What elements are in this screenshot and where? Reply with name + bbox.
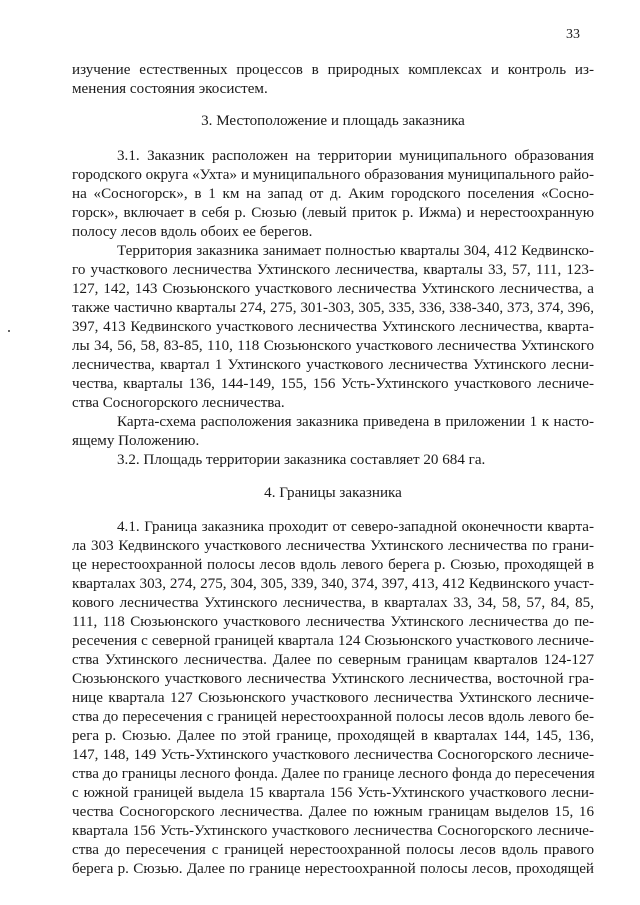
text-line: городского округа «Ухта» и муниципального образования муниципального райо- <box>72 167 594 183</box>
text-line: чества, кварталы 136, 144-149, 155, 156 Усть-Ухтинского участкового лесниче- <box>72 376 594 392</box>
section-heading: 4. Границы заказника <box>264 485 402 501</box>
text-line: также частично кварталы 274, 275, 301-303, 305, 335, 336, 338-340, 373, 374, 396, <box>72 300 594 316</box>
section-heading: 3. Местоположение и площадь заказника <box>201 113 465 129</box>
text-line: Сюзьюнского участкового лесничества Ухтинского лесничества, восточной гра- <box>72 671 594 687</box>
text-line: Карта-схема расположения заказника приведена в приложении 1 к насто- <box>117 414 594 430</box>
text-line: це нерестоохранной полосы лесов вдоль левого берега р. Сюзью, проходящей в <box>72 557 594 573</box>
text-line: ства до границы лесного фонда. Далее по границе лесного фонда до пересечения <box>72 766 595 782</box>
text-line: квартала 156 Усть-Ухтинского участкового лесничества Сосногорского лесниче- <box>72 823 594 839</box>
text-line: ства до пересечения с границей нерестоохранной полосы лесов вдоль правого <box>72 842 594 858</box>
text-line: ства до пересечения с границей нерестоохранной полосы лесов вдоль левого бе- <box>72 709 594 725</box>
text-line: 397, 413 Кедвинского участкового лесничества Ухтинского лесничества, кварта- <box>72 319 594 335</box>
text-line: ства Сосногорского лесничества. <box>72 395 285 411</box>
text-line: изучение естественных процессов в природных комплексах и контроль из- <box>72 62 594 78</box>
text-line: менения состояния экосистем. <box>72 81 268 97</box>
text-line: нице квартала 127 Сюзьюнского участкового лесничества Ухтинского лесниче- <box>72 690 594 706</box>
text-line: лы 34, 56, 58, 83-85, 110, 118 Сюзьюнского участкового лесничества Ухтинского <box>72 338 594 354</box>
text-line: ла 303 Кедвинского участкового лесничества Ухтинского лесничества по грани- <box>72 538 594 554</box>
text-line: ресечения с северной границей квартала 124 Сюзьюнского участкового лесниче- <box>72 633 594 649</box>
text-line: рега р. Сюзью. Далее по этой границе, проходящей в кварталах 144, 145, 136, <box>72 728 594 744</box>
text-line: 111, 118 Сюзьюнского участкового лесничества Ухтинского лесничества до пе- <box>72 614 594 630</box>
scan-mark <box>8 330 10 332</box>
text-line: с южной границей выдела 15 квартала 156 Усть-Ухтинского участкового лесни- <box>72 785 594 801</box>
text-line: берега р. Сюзью. Далее по границе нерестоохранной полосы лесов, проходящей <box>72 861 594 877</box>
text-line: 4.1. Граница заказника проходит от северо-западной оконечности кварта- <box>117 519 594 535</box>
text-line: лесничества, квартал 1 Ухтинского участкового лесничества Ухтинского лесни- <box>72 357 594 373</box>
text-line: 3.2. Площадь территории заказника составляет 20 684 га. <box>117 452 486 468</box>
text-line: кварталах 303, 274, 275, 304, 305, 339, 340, 374, 397, 413, 412 Кедвинского участ- <box>72 576 594 592</box>
text-line: 147, 148, 149 Усть-Ухтинского участкового лесничества Сосногорского лесниче- <box>72 747 594 763</box>
text-line: 127, 142, 143 Сюзьюнского участкового лесничества Ухтинского лесничества, а <box>72 281 594 297</box>
text-line: 3.1. Заказник расположен на территории муниципального образования <box>117 148 594 164</box>
text-line: Территория заказника занимает полностью кварталы 304, 412 Кедвинско- <box>117 243 594 259</box>
text-line: на «Сосногорск», в 1 км на запад от д. Аким городского поселения «Сосно- <box>72 186 594 202</box>
text-line: кового лесничества Ухтинского лесничества, в кварталах 33, 34, 58, 57, 84, 85, <box>72 595 594 611</box>
text-line: ящему Положению. <box>72 433 200 449</box>
text-line: чества Сосногорского лесничества. Далее по южным границам выделов 15, 16 <box>72 804 594 820</box>
text-line: го участкового лесничества Ухтинского лесничества, кварталы 33, 57, 111, 123- <box>72 262 594 278</box>
page-number: 33 <box>566 27 580 42</box>
text-line: полосу лесов вдоль обоих ее берегов. <box>72 224 313 240</box>
text-line: ства Ухтинского лесничества. Далее по северным границам кварталов 124-127 <box>72 652 594 668</box>
text-line: горск», включает в себя р. Сюзью (левый приток р. Ижма) и нерестоохранную <box>72 205 594 221</box>
